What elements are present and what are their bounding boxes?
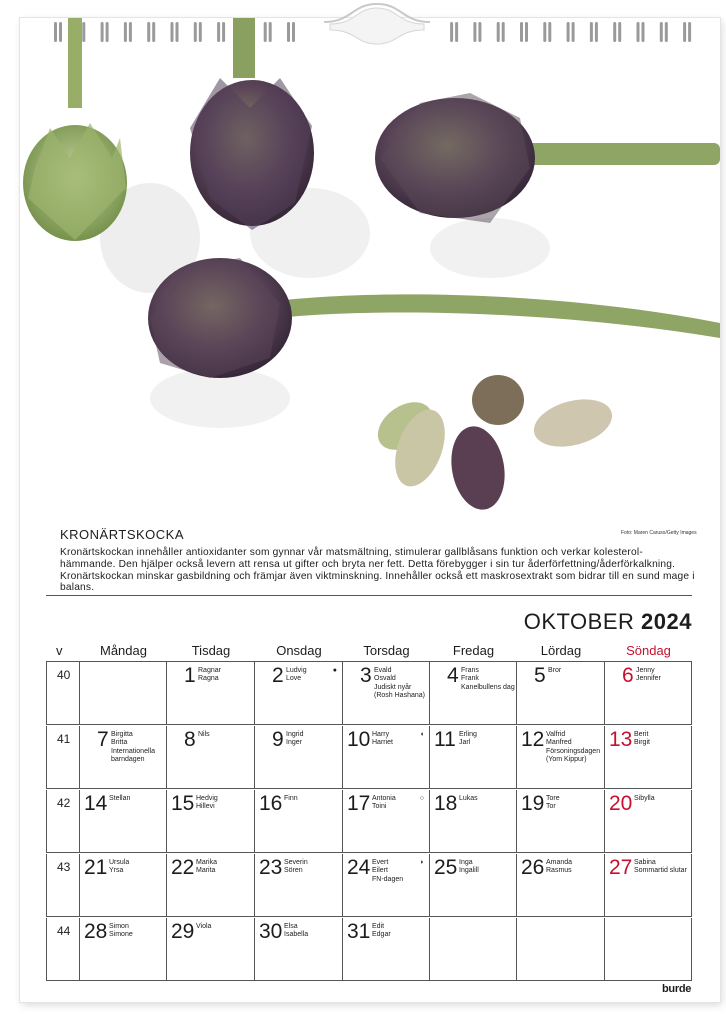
- name-day: Ingalill: [459, 867, 479, 875]
- calendar-grid: [46, 661, 692, 982]
- name-day: Judiskt nyår: [374, 683, 412, 691]
- week-row: [46, 854, 692, 918]
- day-cell[interactable]: [80, 918, 167, 981]
- name-day: Ingrid: [286, 731, 304, 738]
- day-cell[interactable]: [343, 790, 430, 853]
- divider: [46, 595, 692, 596]
- name-day: Antonia: [372, 795, 396, 802]
- day-cell[interactable]: [430, 726, 517, 789]
- name-day: Ludvig: [286, 667, 307, 674]
- week-number: [46, 726, 80, 789]
- day-cell[interactable]: [605, 790, 692, 853]
- name-day-list: [546, 731, 600, 765]
- day-number: 29: [171, 920, 195, 943]
- name-day: Viola: [196, 923, 212, 930]
- name-day-list: [461, 667, 515, 692]
- name-day: Tore: [546, 795, 560, 802]
- day-number: 10: [347, 728, 371, 751]
- day-cell[interactable]: [517, 726, 605, 789]
- name-day-list: [284, 923, 308, 940]
- name-day-list: [546, 795, 560, 812]
- name-day-list: [198, 667, 221, 684]
- artichoke-photo: [20, 18, 720, 520]
- name-day-list: [372, 923, 391, 940]
- name-day-list: [459, 731, 477, 748]
- day-cell[interactable]: [80, 854, 167, 917]
- name-day: Ursula: [109, 859, 130, 866]
- name-day: Frans: [461, 667, 479, 674]
- plant-description: Kronärtskockan innehåller antioxidanter som gynnar vår matsmältning, stimulerar gallblåsans funktion och verkar kolesterol-hämmande. Den hjälper också levern att rensa ut gifter och bryta ner fett. Detta förebygger i sin tur åderförfettning/åderförkalkning. Kronärtskockan minskar gasbildning och främjar även viktminskning. Innehåller också ett maskrosextrakt som bidrar till en sund mage i balans.: [60, 547, 695, 594]
- moon-phase-icon: ○: [419, 795, 424, 802]
- name-day: Jarl: [459, 739, 471, 747]
- day-cell[interactable]: [517, 854, 605, 917]
- name-day: Inger: [286, 739, 302, 747]
- name-day: FN-dagen: [372, 875, 404, 883]
- day-number: 20: [609, 792, 633, 815]
- day-number: 17: [347, 792, 371, 815]
- month-year: 2024: [641, 609, 692, 634]
- day-cell[interactable]: [255, 726, 343, 789]
- moon-phase-icon: ◖: [419, 731, 424, 738]
- day-cell[interactable]: [80, 726, 167, 789]
- day-number: 26: [521, 856, 545, 879]
- name-day: Isabella: [284, 931, 309, 939]
- name-day: Elsa: [284, 923, 298, 930]
- name-day: Frank: [461, 675, 479, 683]
- day-cell[interactable]: [167, 790, 255, 853]
- name-day: Hillevi: [196, 803, 215, 811]
- name-day: Kanelbullens dag: [461, 683, 515, 691]
- name-day: Stellan: [109, 795, 131, 802]
- name-day: Amanda: [546, 859, 573, 866]
- day-number: 15: [171, 792, 195, 815]
- photo-credit: Foto: Maren Caruso/Getty Images: [621, 530, 697, 536]
- day-cell[interactable]: [517, 662, 605, 725]
- name-day: Yrsa: [109, 867, 124, 875]
- name-day: Simon: [109, 923, 129, 930]
- name-day-list: [634, 795, 655, 803]
- weekday-label: Lördag: [540, 643, 582, 658]
- day-cell[interactable]: [343, 854, 430, 917]
- day-cell[interactable]: [605, 854, 692, 917]
- week-label: v: [56, 643, 63, 658]
- name-day-list: [459, 859, 479, 876]
- name-day: Marika: [196, 859, 218, 866]
- name-day-list: [286, 731, 304, 748]
- name-day-list: [548, 667, 561, 675]
- week-number-text: 40: [57, 668, 71, 682]
- day-number: 6: [622, 664, 634, 687]
- name-day-list: [372, 859, 403, 884]
- name-day-list: [198, 731, 210, 739]
- name-day: barndagen: [111, 756, 145, 764]
- day-number: 30: [259, 920, 283, 943]
- day-cell[interactable]: [255, 918, 343, 981]
- weekday-label: Måndag: [100, 643, 147, 658]
- day-number: 3: [360, 664, 372, 687]
- name-day: Berit: [634, 731, 649, 738]
- day-cell[interactable]: [343, 918, 430, 981]
- name-day-list: [546, 859, 572, 876]
- name-day: Eilert: [372, 867, 388, 875]
- day-number: 11: [434, 728, 456, 751]
- day-number: 18: [434, 792, 458, 815]
- name-day: Edgar: [372, 931, 391, 939]
- day-cell[interactable]: [430, 662, 517, 725]
- name-day: Harriet: [372, 739, 394, 747]
- weekday-label: Tisdag: [191, 643, 231, 658]
- name-day: Sabina: [634, 859, 656, 866]
- plant-title: KRONÄRTSKOCKA: [60, 527, 185, 542]
- day-number: 19: [521, 792, 545, 815]
- day-cell[interactable]: [167, 854, 255, 917]
- day-number: 31: [347, 920, 371, 943]
- name-day-list: [109, 795, 130, 803]
- name-day: (Yom Kippur): [546, 756, 587, 764]
- name-day: Birgitta: [111, 731, 133, 738]
- name-day: Lukas: [459, 795, 478, 802]
- name-day-list: [634, 859, 687, 876]
- day-number: 16: [259, 792, 283, 815]
- day-cell[interactable]: [605, 662, 692, 725]
- week-row: [46, 726, 692, 790]
- name-day: Tor: [546, 803, 556, 811]
- day-cell: [605, 918, 692, 981]
- month-title: [524, 609, 692, 635]
- name-day-list: [459, 795, 478, 803]
- name-day-list: [372, 731, 393, 748]
- name-day-list: [196, 859, 217, 876]
- day-cell[interactable]: [167, 662, 255, 725]
- name-day: Britta: [111, 739, 128, 747]
- day-cell: [517, 918, 605, 981]
- week-number-text: 44: [57, 924, 71, 938]
- name-day: Erling: [459, 731, 477, 738]
- name-day: Birgit: [634, 739, 650, 747]
- day-cell: [430, 918, 517, 981]
- week-row: [46, 790, 692, 854]
- day-cell[interactable]: [255, 662, 343, 725]
- name-day-list: [196, 923, 211, 931]
- day-cell: [80, 662, 167, 725]
- name-day-list: [196, 795, 218, 812]
- name-day-list: [284, 859, 308, 876]
- day-number: 23: [259, 856, 283, 879]
- day-number: 5: [534, 664, 546, 687]
- name-day-list: [111, 731, 155, 765]
- day-cell[interactable]: [255, 790, 343, 853]
- day-cell[interactable]: [80, 790, 167, 853]
- day-number: 13: [609, 728, 633, 751]
- week-number: [46, 790, 80, 853]
- month-name: OKTOBER: [523, 609, 635, 634]
- name-day: Rasmus: [546, 867, 572, 875]
- name-day: Hedvig: [196, 795, 218, 802]
- name-day: Inga: [459, 859, 473, 866]
- day-number: 1: [184, 664, 196, 687]
- name-day-list: [109, 923, 133, 940]
- name-day: Toini: [372, 803, 387, 811]
- week-number: [46, 854, 80, 917]
- name-day: Sibylla: [634, 795, 655, 802]
- name-day: Marita: [196, 867, 216, 875]
- name-day-list: [374, 667, 425, 701]
- name-day: Jenny: [636, 667, 655, 674]
- name-day: Manfred: [546, 739, 572, 747]
- name-day: Sören: [284, 867, 303, 875]
- name-day: Harry: [372, 731, 390, 738]
- name-day: Nils: [198, 731, 210, 738]
- day-cell[interactable]: [255, 854, 343, 917]
- day-number: 7: [97, 728, 109, 751]
- day-number: 8: [184, 728, 196, 751]
- name-day-list: [636, 667, 661, 684]
- day-cell[interactable]: [167, 918, 255, 981]
- name-day-list: [286, 667, 307, 684]
- name-day-list: [372, 795, 396, 812]
- week-number: [46, 918, 80, 981]
- name-day-list: [109, 859, 129, 876]
- name-day-list: [284, 795, 298, 803]
- weekday-label: Onsdag: [276, 643, 322, 658]
- name-day: Ragnar: [198, 667, 221, 674]
- day-number: 2: [272, 664, 284, 687]
- name-day: (Rosh Hashana): [374, 692, 425, 700]
- weekday-label: Söndag: [626, 643, 671, 658]
- weekday-label: Fredag: [452, 643, 495, 658]
- name-day: Simone: [109, 931, 133, 939]
- day-cell[interactable]: [343, 726, 430, 789]
- name-day: Jennifer: [636, 675, 661, 683]
- day-cell[interactable]: [430, 854, 517, 917]
- name-day: Valfrid: [546, 731, 566, 738]
- day-number: 25: [434, 856, 458, 879]
- moon-phase-icon: ●: [332, 667, 337, 674]
- weekday-header: [46, 643, 692, 661]
- weekday-label: Torsdag: [363, 643, 410, 658]
- name-day-list: [634, 731, 650, 748]
- name-day: Försoningsdagen: [546, 747, 601, 755]
- day-cell[interactable]: [343, 662, 430, 725]
- brand-logo: burde: [662, 983, 692, 995]
- name-day: Bror: [548, 667, 562, 674]
- name-day: Sommartid slutar: [634, 867, 687, 875]
- week-number-text: 42: [57, 796, 71, 810]
- day-number: 21: [84, 856, 108, 879]
- day-number: 24: [347, 856, 371, 879]
- day-number: 27: [609, 856, 633, 879]
- name-day: Evald: [374, 667, 392, 674]
- day-number: 22: [171, 856, 195, 879]
- name-day: Internationella: [111, 747, 155, 755]
- day-cell[interactable]: [517, 790, 605, 853]
- day-number: 28: [84, 920, 108, 943]
- day-number: 14: [84, 792, 108, 815]
- moon-phase-icon: ◗: [419, 859, 424, 866]
- name-day: Evert: [372, 859, 389, 866]
- day-cell[interactable]: [605, 726, 692, 789]
- name-day: Edit: [372, 923, 385, 930]
- name-day: Osvald: [374, 675, 396, 683]
- day-cell[interactable]: [167, 726, 255, 789]
- name-day: Ragna: [198, 675, 219, 683]
- day-number: 9: [272, 728, 284, 751]
- week-number-text: 41: [57, 732, 71, 746]
- week-row: [46, 918, 692, 982]
- week-number-text: 43: [57, 860, 71, 874]
- week-row: [46, 662, 692, 726]
- day-number: 4: [447, 664, 459, 687]
- name-day: Severin: [284, 859, 308, 866]
- day-cell[interactable]: [430, 790, 517, 853]
- name-day: Love: [286, 675, 302, 683]
- day-number: 12: [521, 728, 545, 751]
- name-day: Finn: [284, 795, 298, 802]
- week-number: [46, 662, 80, 725]
